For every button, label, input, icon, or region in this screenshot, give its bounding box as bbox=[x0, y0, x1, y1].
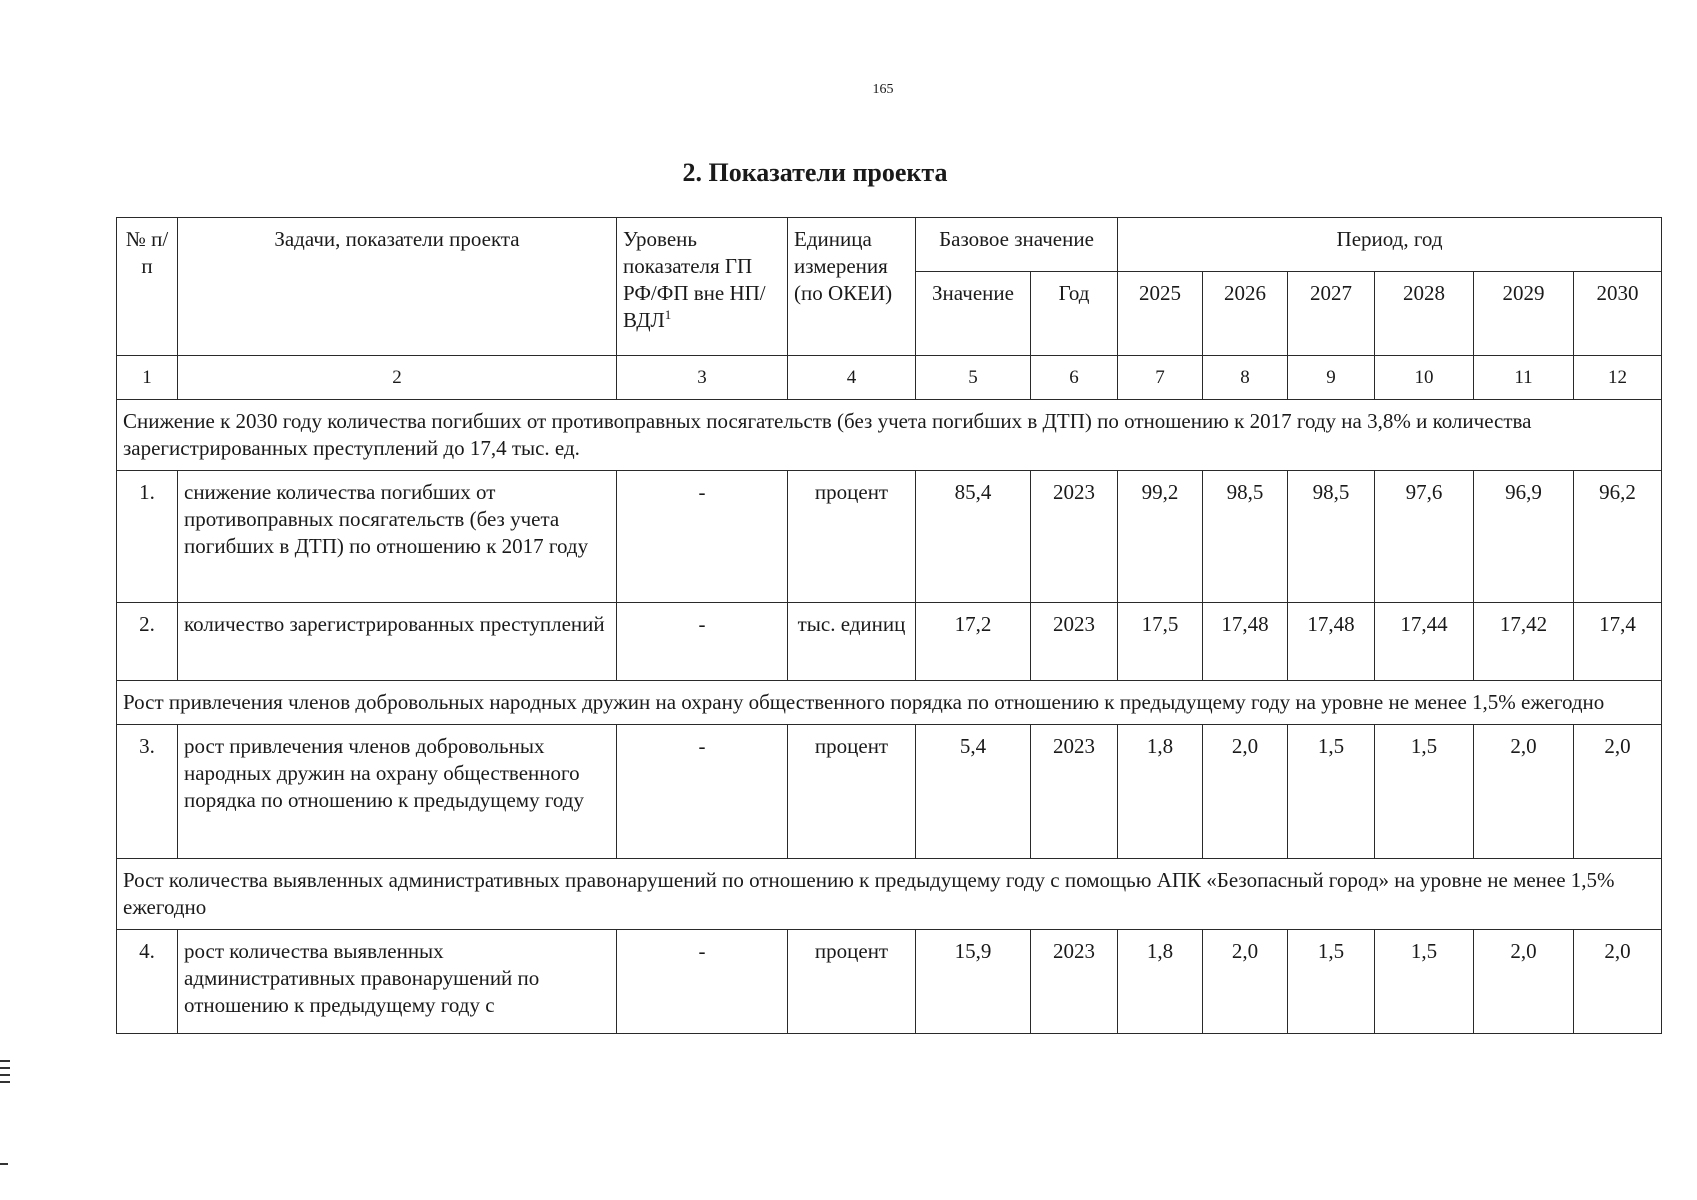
column-numbers-row bbox=[117, 356, 1662, 400]
column-number: 10 bbox=[1375, 356, 1474, 400]
section-row bbox=[117, 859, 1662, 930]
column-number: 9 bbox=[1288, 356, 1375, 400]
year-value: 17,42 bbox=[1474, 603, 1574, 681]
indicator-level: - bbox=[617, 471, 788, 603]
header-unit: Единица измерения (по ОКЕИ) bbox=[788, 218, 916, 356]
indicator-unit: процент bbox=[788, 930, 916, 1034]
base-year: 2023 bbox=[1031, 725, 1118, 859]
header-num: № п/п bbox=[117, 218, 178, 356]
binding-marks bbox=[0, 1060, 10, 1170]
year-value: 17,44 bbox=[1375, 603, 1474, 681]
binding-mark bbox=[0, 1163, 8, 1165]
year-value: 1,5 bbox=[1375, 725, 1474, 859]
indicators-table bbox=[116, 217, 1662, 1034]
indicator-unit: процент bbox=[788, 725, 916, 859]
year-value: 1,8 bbox=[1118, 930, 1203, 1034]
footnote-mark: 1 bbox=[664, 307, 672, 322]
indicator-level: - bbox=[617, 725, 788, 859]
year-value: 98,5 bbox=[1288, 471, 1375, 603]
binding-mark bbox=[0, 1060, 10, 1062]
header-year: 2027 bbox=[1288, 272, 1375, 356]
table-row bbox=[117, 930, 1662, 1034]
indicator-level: - bbox=[617, 603, 788, 681]
header-base-value: Значение bbox=[916, 272, 1031, 356]
table-row bbox=[117, 603, 1662, 681]
section-heading: Рост количества выявленных административных правонарушений по отношению к предыдущему году с помощью АПК «Безопасный город» на уровне не менее 1,5% ежегодно bbox=[117, 859, 1662, 930]
header-level bbox=[617, 218, 788, 356]
section-row bbox=[117, 400, 1662, 471]
base-value: 5,4 bbox=[916, 725, 1031, 859]
column-number: 2 bbox=[178, 356, 617, 400]
base-value: 85,4 bbox=[916, 471, 1031, 603]
row-number: 4. bbox=[117, 930, 178, 1034]
base-year: 2023 bbox=[1031, 603, 1118, 681]
year-value: 96,9 bbox=[1474, 471, 1574, 603]
year-value: 97,6 bbox=[1375, 471, 1474, 603]
column-number: 6 bbox=[1031, 356, 1118, 400]
header-year: 2028 bbox=[1375, 272, 1474, 356]
column-number: 5 bbox=[916, 356, 1031, 400]
year-value: 2,0 bbox=[1474, 930, 1574, 1034]
column-number: 3 bbox=[617, 356, 788, 400]
year-value: 17,48 bbox=[1203, 603, 1288, 681]
year-value: 96,2 bbox=[1574, 471, 1662, 603]
base-value: 17,2 bbox=[916, 603, 1031, 681]
header-year: 2030 bbox=[1574, 272, 1662, 356]
indicator-name: снижение количества погибших от противоправных посягательств (без учета погибших в ДТП) по отношению к 2017 году bbox=[178, 471, 617, 603]
section-heading: Рост привлечения членов добровольных народных дружин на охрану общественного порядка по отношению к предыдущему году на уровне не менее 1,5% ежегодно bbox=[117, 681, 1662, 725]
year-value: 2,0 bbox=[1474, 725, 1574, 859]
column-number: 4 bbox=[788, 356, 916, 400]
year-value: 1,8 bbox=[1118, 725, 1203, 859]
binding-mark bbox=[0, 1074, 10, 1076]
indicator-name: рост привлечения членов добровольных народных дружин на охрану общественного порядка по отношению к предыдущему году bbox=[178, 725, 617, 859]
indicator-name: количество зарегистрированных преступлений bbox=[178, 603, 617, 681]
header-year: 2025 bbox=[1118, 272, 1203, 356]
indicator-level: - bbox=[617, 930, 788, 1034]
header-base-year: Год bbox=[1031, 272, 1118, 356]
row-number: 3. bbox=[117, 725, 178, 859]
year-value: 2,0 bbox=[1574, 930, 1662, 1034]
section-row bbox=[117, 681, 1662, 725]
header-row-top bbox=[117, 218, 1662, 272]
indicator-unit: процент bbox=[788, 471, 916, 603]
page-title: 2. Показатели проекта bbox=[682, 158, 948, 187]
table-row bbox=[117, 471, 1662, 603]
year-value: 17,48 bbox=[1288, 603, 1375, 681]
header-base: Базовое значение bbox=[916, 218, 1118, 272]
year-value: 98,5 bbox=[1203, 471, 1288, 603]
column-number: 7 bbox=[1118, 356, 1203, 400]
indicator-unit: тыс. единиц bbox=[788, 603, 916, 681]
table-row bbox=[117, 725, 1662, 859]
column-number: 1 bbox=[117, 356, 178, 400]
base-year: 2023 bbox=[1031, 930, 1118, 1034]
row-number: 1. bbox=[117, 471, 178, 603]
column-number: 12 bbox=[1574, 356, 1662, 400]
base-value: 15,9 bbox=[916, 930, 1031, 1034]
year-value: 1,5 bbox=[1375, 930, 1474, 1034]
column-number: 8 bbox=[1203, 356, 1288, 400]
year-value: 17,4 bbox=[1574, 603, 1662, 681]
row-number: 2. bbox=[117, 603, 178, 681]
binding-mark bbox=[0, 1067, 10, 1069]
year-value: 1,5 bbox=[1288, 725, 1375, 859]
year-value: 99,2 bbox=[1118, 471, 1203, 603]
section-heading: Снижение к 2030 году количества погибших от противоправных посягательств (без учета погибших в ДТП) по отношению к 2017 году на 3,8% и количества зарегистрированных преступлений до 17,4 тыс. ед. bbox=[117, 400, 1662, 471]
header-period: Период, год bbox=[1118, 218, 1662, 272]
binding-mark bbox=[0, 1081, 10, 1083]
indicator-name: рост количества выявленных административных правонарушений по отношению к предыдущему году с bbox=[178, 930, 617, 1034]
year-value: 1,5 bbox=[1288, 930, 1375, 1034]
year-value: 17,5 bbox=[1118, 603, 1203, 681]
header-year: 2029 bbox=[1474, 272, 1574, 356]
header-level-text: Уровень показателя ГП РФ/ФП вне НП/ВДЛ bbox=[623, 227, 766, 332]
column-number: 11 bbox=[1474, 356, 1574, 400]
header-year: 2026 bbox=[1203, 272, 1288, 356]
base-year: 2023 bbox=[1031, 471, 1118, 603]
header-tasks: Задачи, показатели проекта bbox=[178, 218, 617, 356]
page-number: 165 bbox=[872, 82, 894, 97]
year-value: 2,0 bbox=[1203, 725, 1288, 859]
year-value: 2,0 bbox=[1203, 930, 1288, 1034]
year-value: 2,0 bbox=[1574, 725, 1662, 859]
